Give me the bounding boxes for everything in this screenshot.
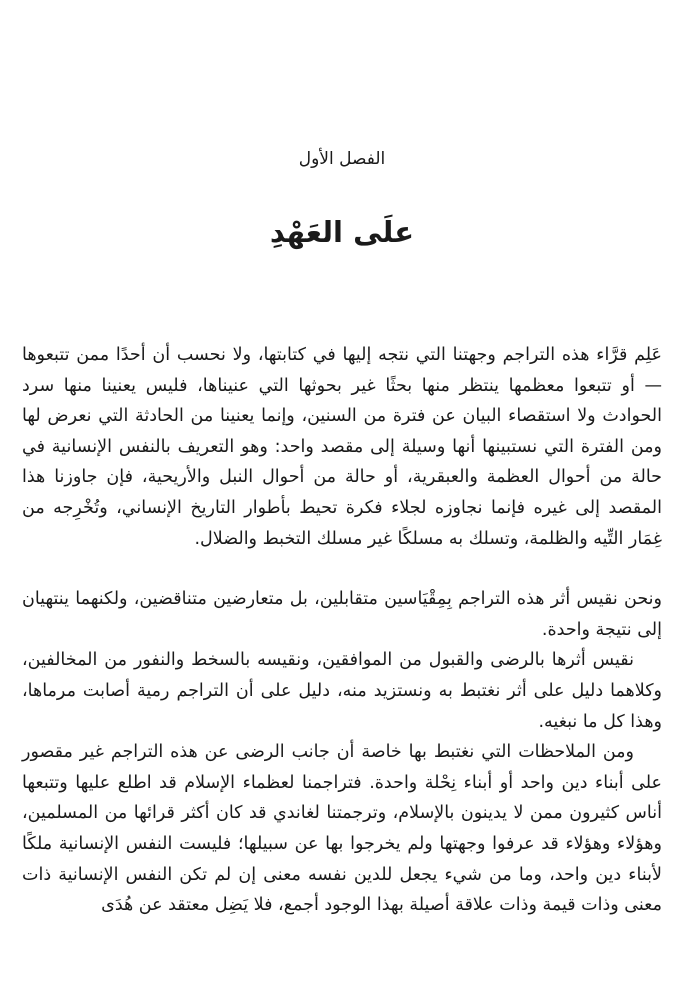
paragraph: نقيس أثرها بالرضى والقبول من الموافقين، ونقيسه بالسخط والنفور من المخالفين، وكلاهما دليل على أثر نغتبط به ونستزيد منه، دليل على أن التراجم رمية أصابت مرماها، وهذا كل ما نبغيه. bbox=[22, 650, 662, 732]
paragraph: عَلِم قرَّاء هذه التراجم وجهتنا التي نتجه إليها في كتابتها، ولا نحسب أن أحدًا ممن تتبعوها — أو تتبعوا معظمها ينتظر منها بحثًا غير بحوثها التي عنيناها، فليس يعنينا منها سرد الحوادث ولا استقصاء البيان عن فترة من السنين، وإنما يعنينا من الحادثة التي نعرض لها ومن الفترة التي نستبينها أنها وسيلة إلى مقصد واحد: وهو التعريف بالنفس الإنسانية في حالة من أحوال العظمة والعبقرية، أو حالة من أحوال النبل والأريحية، فإن جاوزنا هذا المقصد إلى غيره فإنما نجاوزه لجلاء فكرة تحيط بأطوار التاريخ الإنساني، وتُخْرِجه من غِمَار التِّيه والظلمة، وتسلك به مسلكًا غير مسلك التخبط والضلال. bbox=[22, 345, 662, 549]
paragraph: ومن الملاحظات التي نغتبط بها خاصة أن جانب الرضى عن هذه التراجم غير مقصور على أبناء دين واحد أو أبناء نِحْلة واحدة. فتراجمنا لعظماء الإسلام قد اطلع عليها وتتبعها أناس كثيرون ممن لا يدينون بالإسلام، وترجمتنا لغاندي قد كان أكثر قرائها من المسلمين، وهؤلاء وهؤلاء قد عرفوا وجهتها ولم يخرجوا بها عن سبيلها؛ فليست النفس الإنسانية ملكًا لأبناء دين واحد، وما من شيء يجعل للدين نفسه معنى إن لم تكن النفس الإنسانية ذات معنى وذات قيمة وذات علاقة أصيلة بهذا الوجود أجمع، فلا يَضِل معتقد عن هُدَى bbox=[22, 742, 662, 916]
chapter-label: الفصل الأول bbox=[298, 149, 386, 169]
body-text bbox=[22, 340, 662, 921]
paragraph: ونحن نقيس أثر هذه التراجم بِمِقْيَاسين متقابلين، بل متعارضين متناقضين، ولكنهما ينتهيان إلى نتيجة واحدة. bbox=[22, 589, 662, 640]
chapter-title: علَى العَهْدِ bbox=[269, 215, 415, 249]
